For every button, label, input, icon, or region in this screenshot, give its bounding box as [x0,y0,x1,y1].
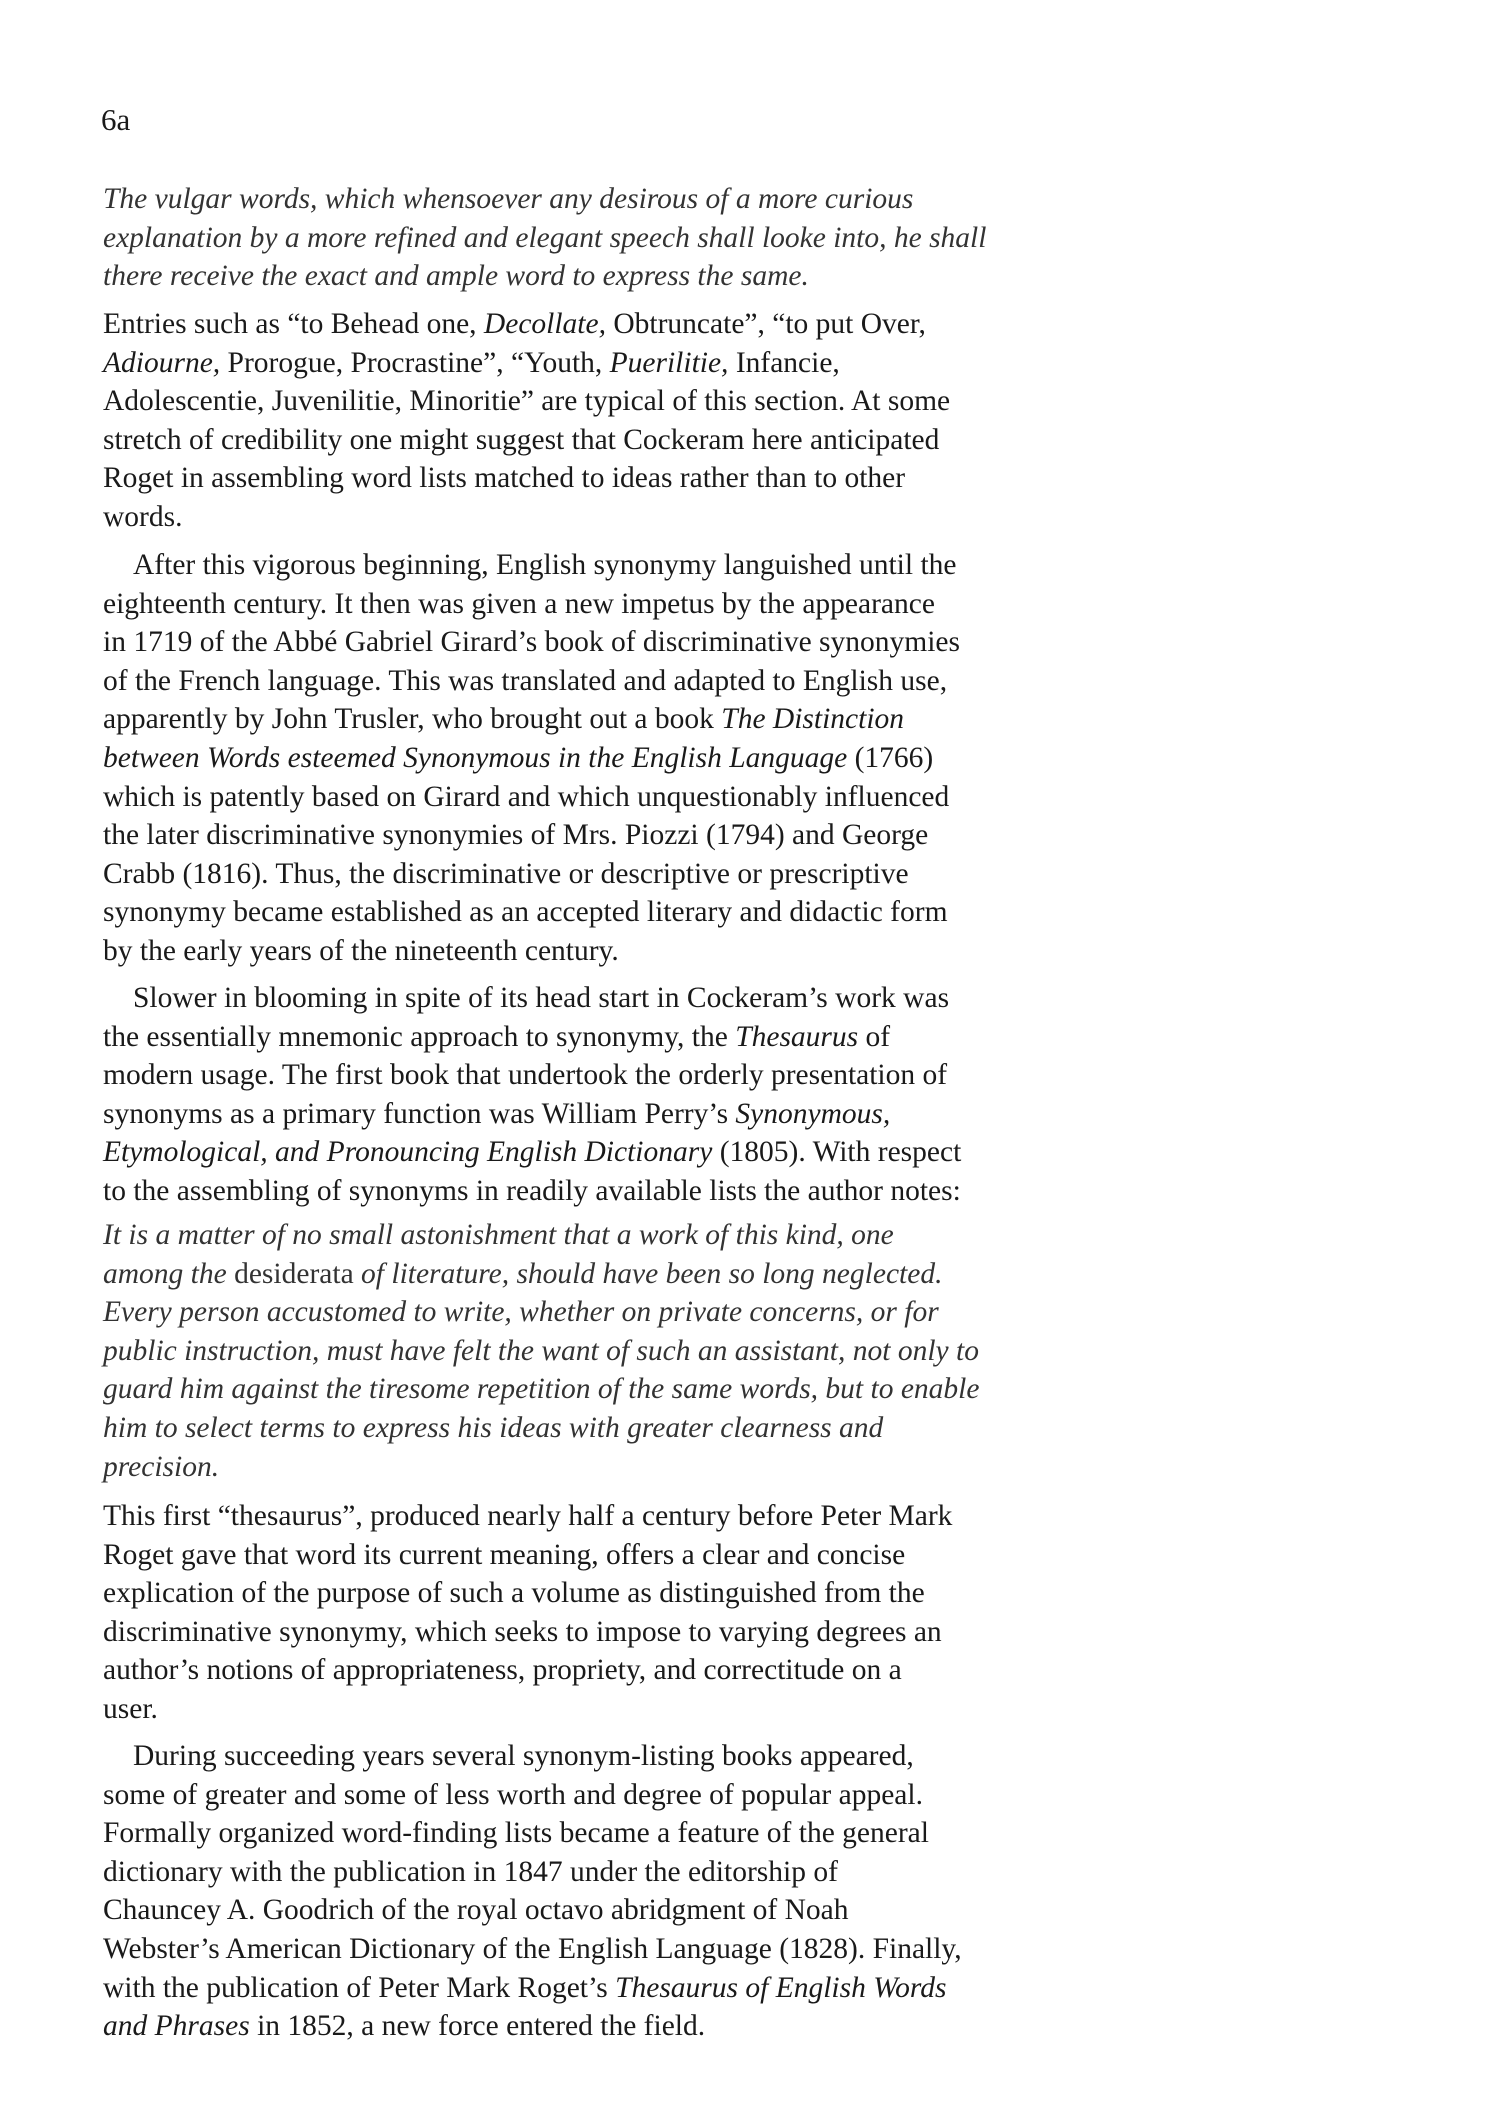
text-line [103,1409,1183,1448]
text: author’s notions of appropriateness, propriety, and correctitude on a [103,1654,902,1687]
text: During succeeding years several synonym-listing books appeared, [133,1740,914,1772]
text: stretch of credibility one might suggest that Cockeram here anticipated [103,423,940,456]
page-number: 6a [101,102,131,137]
text-line [103,1776,1183,1815]
text-line [103,1853,1183,1892]
paragraph [103,1497,1183,1729]
text-line [103,1293,1183,1332]
text-line [103,305,1183,344]
text-line [103,932,1183,971]
text-line [103,1332,1183,1371]
text: Chauncey A. Goodrich of the royal octavo abridgment of Noah [103,1894,849,1927]
paragraph [103,1737,1183,2046]
text: to the assembling of synonyms in readily available lists the author notes: [103,1174,961,1207]
text: which is patently based on Girard and which unquestionably influenced [103,780,950,813]
italic-text: and Phrases [103,2010,250,2043]
italic-text: public instruction, must have felt the want of such an assistant, not only to [103,1334,979,1367]
text-line [103,546,1183,585]
text: Entries such as “to Behead one, [103,308,484,340]
italic-text: Every person accustomed to write, whether on private concerns, or for [103,1296,939,1329]
text: Roget in assembling word lists matched to ideas rather than to other [103,462,906,495]
text-line [103,1255,1183,1294]
paragraph [103,305,1183,537]
text: Roget gave that word its current meaning, offers a clear and concise [103,1538,906,1571]
text-line [103,498,1183,537]
text: by the early years of the nineteenth century. [103,934,619,967]
text-line [103,816,1183,855]
text: synonyms as a primary function was William Perry’s [103,1097,736,1130]
text-line [103,1536,1183,1575]
text-line [103,1370,1183,1409]
text-line [103,1651,1183,1690]
italic-text: Puerilitie, [609,346,729,379]
text: eighteenth century. It then was given a new impetus by the appearance [103,587,935,620]
text-line [103,1737,1183,1776]
text: in 1852, a new force entered the field. [249,2010,706,2043]
italic-text: of literature, should have been so long neglected. [353,1257,943,1290]
text: Prorogue, Procrastine”, “Youth, [220,346,610,379]
text-line [103,585,1183,624]
text: discriminative synonymy, which seeks to impose to varying degrees an [103,1615,942,1648]
text-line [103,855,1183,894]
paragraph [103,546,1183,971]
text-line [103,739,1183,778]
text: in 1719 of the Abbé Gabriel Girard’s book of discriminative synonymies [103,626,960,659]
italic-text: The Distinction [721,703,905,736]
text: user. [103,1692,158,1725]
italic-text: precision. [103,1450,220,1483]
text-line [103,180,1183,219]
text-line [103,1216,1183,1255]
text-line [103,2007,1183,2046]
block-quote [103,1216,1183,1486]
italic-text: The vulgar words, which whensoever any desirous of a more curious [103,183,914,215]
text-line [103,1133,1183,1172]
text-line [103,1814,1183,1853]
text: Slower in blooming in spite of its head start in Cockeram’s work was [133,982,950,1014]
italic-text: Synonymous, [735,1097,891,1130]
text: words. [103,500,183,533]
text-line [103,1448,1183,1487]
text-line [103,1930,1183,1969]
text: Crabb (1816). Thus, the discriminative or descriptive or prescriptive [103,857,909,890]
text-line [103,1056,1183,1095]
text-line [103,382,1183,421]
paragraph [103,979,1183,1211]
text: dictionary with the publication in 1847 under the editorship of [103,1855,838,1888]
text-line [103,893,1183,932]
text: of the French language. This was translated and adapted to English use, [103,664,948,697]
text: some of greater and some of less worth and degree of popular appeal. [103,1778,923,1811]
italic-text: Thesaurus [735,1020,859,1053]
text: synonymy became established as an accepted literary and didactic form [103,896,948,929]
text-line [103,662,1183,701]
italic-text: him to select terms to express his ideas with greater clearness and [103,1411,884,1444]
italic-text: It is a matter of no small astonishment that a work of this kind, one [103,1219,894,1251]
text: the essentially mnemonic approach to synonymy, the [103,1020,736,1053]
italic-text: guard him against the tiresome repetition of the same words, but to enable [103,1373,980,1406]
text-line [103,1497,1183,1536]
text: Webster’s American Dictionary of the English Language (1828). Finally, [103,1932,962,1965]
text: Infancie, [728,346,840,379]
italic-text: Decollate, [483,308,606,340]
italic-text: between Words esteemed Synonymous in the English Language [103,741,848,774]
italic-text: explanation by a more refined and elegant speech shall looke into, he shall [103,221,987,254]
text-line [103,1018,1183,1057]
text: apparently by John Trusler, who brought out a book [103,703,722,736]
italic-text: Adiourne, [103,346,221,379]
text: This first “thesaurus”, produced nearly half a century before Peter Mark [103,1500,953,1532]
text-line [103,1095,1183,1134]
italic-text: Etymological, and Pronouncing English Dictionary [103,1136,713,1169]
text-line [103,219,1183,258]
text-line [103,623,1183,662]
text-line [103,1613,1183,1652]
text-line [103,700,1183,739]
text-line [103,1891,1183,1930]
text: desiderata [234,1257,354,1290]
text: Formally organized word-finding lists became a feature of the general [103,1817,929,1850]
italic-text: among the [103,1257,235,1290]
block-quote [103,180,1183,296]
text: explication of the purpose of such a volume as distinguished from the [103,1577,925,1610]
text-line [103,459,1183,498]
text-line [103,344,1183,383]
text-line [103,257,1183,296]
text: (1805). With respect [712,1136,962,1169]
text-line [103,979,1183,1018]
text-line [103,421,1183,460]
italic-text: Thesaurus of English Words [615,1971,947,2004]
text: After this vigorous beginning, English synonymy languished until the [133,549,957,581]
text: the later discriminative synonymies of Mrs. Piozzi (1794) and George [103,819,929,852]
text: Adolescentie, Juvenilitie, Minoritie” are typical of this section. At some [103,385,951,418]
text: Obtruncate”, “to put Over, [605,308,926,340]
text-line [103,1690,1183,1729]
text: of [858,1020,891,1053]
text-line [103,1172,1183,1211]
text: modern usage. The first book that undertook the orderly presentation of [103,1059,948,1092]
text-line [103,778,1183,817]
italic-text: there receive the exact and ample word to express the same. [103,260,809,293]
text: with the publication of Peter Mark Roget’s [103,1971,616,2004]
text-line [103,1574,1183,1613]
text-line [103,1969,1183,2008]
text: (1766) [847,741,934,774]
